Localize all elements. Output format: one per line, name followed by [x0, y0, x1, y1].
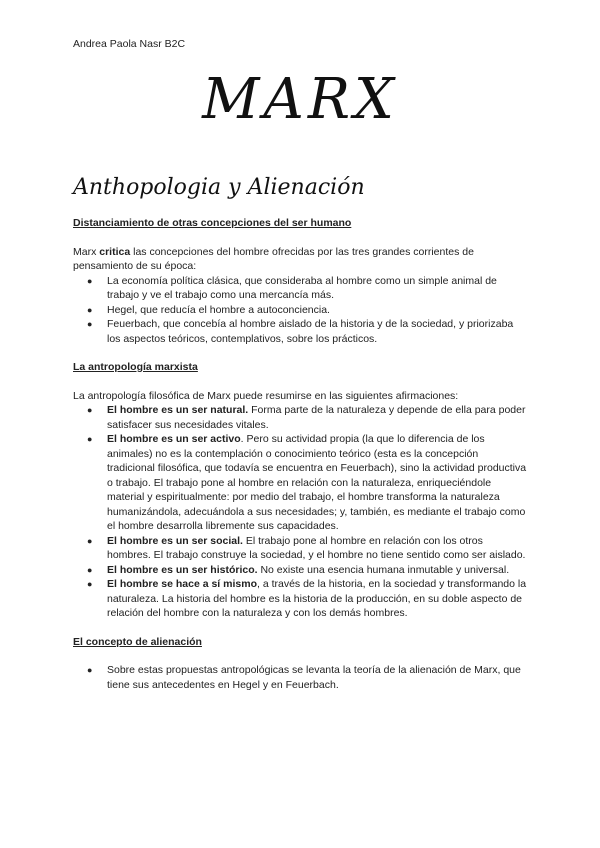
heading-alienacion: El concepto de alienación	[73, 635, 202, 648]
intro-bold: critica	[99, 245, 131, 258]
list-item: ● Feuerbach, que concebía al hombre aislado de la historia y de la sociedad, y priorizaba los aspectos teóricos, contemplativos, sobre los prácticos.	[107, 317, 528, 346]
page-title: MARX	[202, 67, 398, 132]
intro-paragraph-2: La antropología filosófica de Marx puede resumirse en las siguientes afirmaciones:	[73, 389, 459, 402]
list-item: ● Sobre estas propuestas antropológicas se levanta la teoría de la alienación de Marx, que tiene sus antecedentes en Hegel y en Feuerbach.	[107, 663, 528, 692]
list-item	[107, 432, 528, 534]
item-bold: El hombre es un ser social.	[107, 534, 243, 547]
item-text: , a través de la historia, en la sociedad y transformando la naturaleza. La historia del hombre es la historia de la producción, en su doble aspecto de relación del hombre con la naturaleza y con los demás hombres.	[107, 578, 527, 619]
item-text: El trabajo pone al hombre en relación con los otros hombres. El trabajo construye la sociedad, y el hombre no tiene sentido como ser aislado.	[107, 534, 526, 561]
item-bold: El hombre se hace a sí mismo	[107, 578, 257, 590]
item-text: No existe una esencia humana inmutable y universal.	[257, 563, 510, 576]
document-body	[73, 216, 528, 692]
item-bold: El hombre es un ser histórico.	[107, 563, 258, 576]
item-text: Forma parte de la naturaleza y depende de ella para poder satisfacer sus necesidades vitales.	[107, 404, 526, 431]
list-item	[107, 534, 528, 563]
intro-paragraph-1	[73, 245, 528, 274]
item-text: . Pero su actividad propia (la que lo diferencia de los animales) no es la contemplación o conocimiento teórico (esta es la concepción tradicional filosófica, que todavía se encuentra en Feuerbach), sino la actividad productiva o trabajo. El trabajo pone al hombre en relación con la naturaleza, enriqueciéndole material y espiritualmente: por medio del trabajo, el hombre transforma la naturaleza humanizándola, adecuándola a sus necesidades; y, también, es mediante el trabajo como el hombre desarrolla libremente sus capacidades.	[107, 433, 527, 532]
heading-antropologia: La antropología marxista	[73, 361, 198, 373]
list-item	[107, 403, 528, 432]
list-corrientes	[73, 274, 528, 347]
heading-distanciamiento: Distanciamiento de otras concepciones del ser humano	[73, 217, 352, 229]
list-item: ● La economía política clásica, que consideraba al hombre como un simple animal de trabajo y ve el trabajo como una mercancía más.	[107, 274, 528, 303]
author-name: Andrea Paola Nasr B2C	[73, 38, 186, 50]
list-afirmaciones	[73, 403, 528, 621]
item-bold: El hombre es un ser activo	[107, 433, 241, 445]
list-item: ● Hegel, que reducía el hombre a autoconciencia.	[107, 303, 528, 318]
intro-text: Marx	[73, 245, 100, 258]
list-item	[107, 563, 528, 578]
list-alienacion	[73, 663, 528, 692]
intro-text: las concepciones del hombre ofrecidas por las tres grandes corrientes de pensamiento de su época:	[73, 245, 474, 272]
section-title: Anthopologia y Alienación	[73, 175, 365, 200]
list-item	[107, 577, 528, 621]
item-bold: El hombre es un ser natural.	[107, 404, 249, 416]
